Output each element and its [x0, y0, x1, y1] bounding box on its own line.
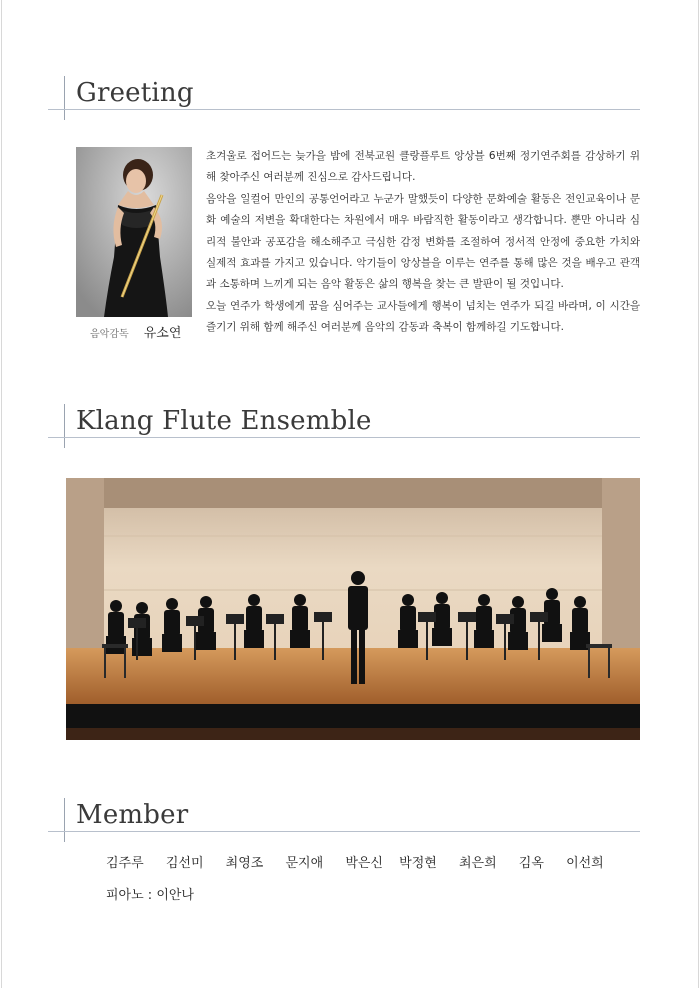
ensemble-section-heading: [48, 404, 640, 448]
member-title: Member: [76, 800, 189, 830]
member-name: 김주루: [106, 856, 144, 871]
heading-accent-bar: [64, 76, 65, 120]
heading-rule: [48, 437, 640, 438]
greeting-title: Greeting: [76, 78, 194, 108]
heading-accent-bar: [64, 798, 65, 842]
pianist-line: 피아노 : 이안나: [106, 888, 194, 903]
director-role: 음악감독: [90, 329, 129, 340]
member-name: 김옥: [518, 856, 544, 871]
ensemble-stage-photo: [66, 478, 640, 740]
member-name: 문지애: [285, 856, 324, 871]
director-name: 유소연: [143, 326, 182, 341]
heading-accent-bar: [64, 404, 65, 448]
ensemble-title: Klang Flute Ensemble: [76, 406, 372, 436]
ensemble-stage-image: [66, 478, 640, 740]
director-portrait-image: [76, 147, 192, 317]
member-name: 김선미: [165, 856, 204, 871]
member-name: 박은신: [345, 856, 383, 871]
member-name: 최영조: [225, 856, 264, 871]
member-name: 이선희: [566, 856, 604, 871]
greeting-body: [206, 146, 640, 339]
heading-rule: [48, 831, 640, 832]
member-section-heading: [48, 798, 640, 842]
director-portrait: [76, 147, 192, 317]
member-name: 최은희: [458, 856, 497, 871]
greeting-paragraph: 초겨울로 접어드는 늦가을 밤에 전북교원 클랑플루트 앙상블 6번째 정기연주회를 감상하기 위해 찾아주신 여러분께 진심으로 감사드립니다.: [206, 150, 640, 184]
director-caption: [90, 322, 200, 341]
heading-rule: [48, 109, 640, 110]
member-list: [106, 852, 626, 871]
greeting-section-heading: [48, 76, 640, 120]
member-name: 박정현: [399, 856, 437, 871]
greeting-paragraph: 음악을 일컬어 만인의 공통언어라고 누군가 말했듯이 다양한 문화예술 활동은 전인교육이나 문화 예술의 저변을 확대한다는 차원에서 매우 바람직한 활동이라고 생각합니다. 뿐만 아니라 심리적 불안과 공포감을 해소해주고 극심한 감정 변화를 조절하여 정서적 안정에 중요한 가치와 실제적 효과를 가지고 있습니다. 악기들이 앙상블을 이루는 연주를 통해 많은 것을 배우고 관객과 소통하며 느끼게 되는 음악 활동은 삶의 행복을 찾는 큰 발판이 될 것입니다.: [206, 192, 640, 291]
greeting-paragraph: 오늘 연주가 학생에게 꿈을 심어주는 교사들에게 행복이 넘치는 연주가 되길 바라며, 이 시간을 즐기기 위해 함께 해주신 여러분께 음악의 감동과 축복이 함께하길 기도합니다.: [206, 299, 640, 334]
